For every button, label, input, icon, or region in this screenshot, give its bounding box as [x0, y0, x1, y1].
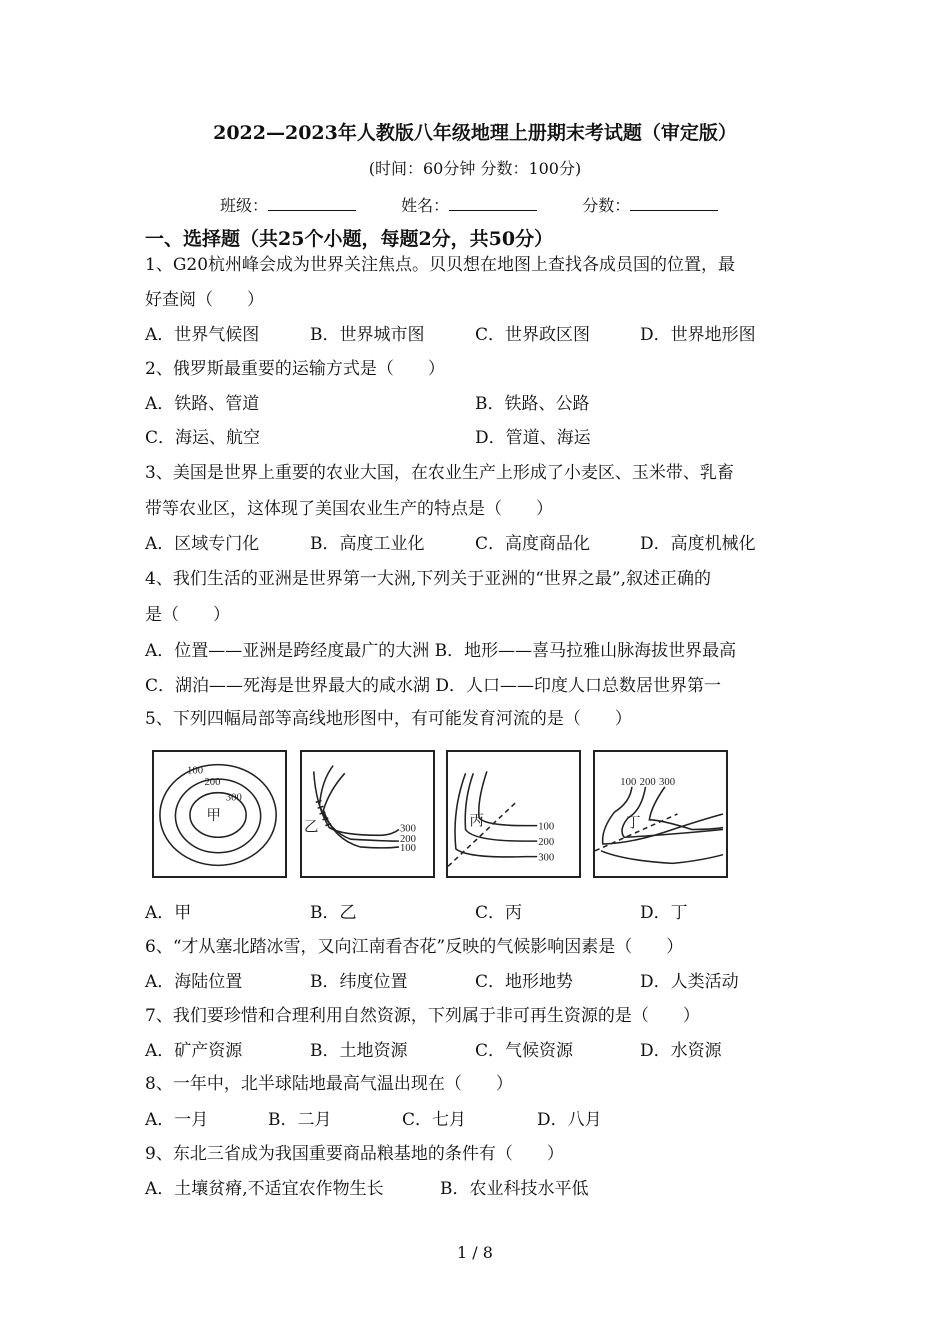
contour-label: 200	[399, 834, 416, 846]
option: C．地形地势	[475, 972, 574, 992]
option: B．高度工业化	[310, 534, 425, 554]
exam-subtitle: (时间：60分钟 分数：100分)	[368, 159, 582, 178]
option: B．铁路、公路	[475, 394, 590, 414]
name-label: 姓名：	[401, 196, 450, 215]
option: A．海陆位置	[145, 972, 243, 992]
question-6-stem: 6、“才从塞北踏冰雪，又向江南看杏花”反映的气候影响因素是（ ）	[145, 937, 684, 957]
class-field[interactable]	[268, 194, 356, 211]
name-field[interactable]	[449, 194, 537, 211]
question-1-stem: 好查阅（ ）	[145, 290, 264, 310]
map-label: 乙	[304, 819, 319, 836]
contour-label: 200	[538, 837, 555, 848]
option: D．丁	[640, 903, 688, 923]
option: C．高度商品化	[475, 534, 591, 554]
option: B．农业科技水平低	[440, 1179, 589, 1199]
contour-label: 300	[225, 792, 242, 804]
question-1-stem: 1、G20杭州峰会成为世界关注焦点。贝贝想在地图上查找各成员国的位置，最	[145, 255, 736, 275]
option: A．矿产资源	[145, 1041, 243, 1061]
question-3-stem: 带等农业区，这体现了美国农业生产的特点是（ ）	[145, 499, 553, 519]
contour-map-ding	[593, 750, 728, 878]
contour-label: 300	[538, 852, 555, 864]
option: B．土地资源	[310, 1041, 408, 1061]
option: A．铁路、管道	[145, 394, 260, 414]
map-label: 丁	[626, 815, 641, 832]
option: C．七月	[402, 1110, 467, 1130]
option: A．甲	[145, 903, 192, 923]
question-2-stem: 2、俄罗斯最重要的运输方式是（ ）	[145, 359, 445, 379]
option: C．世界政区图	[475, 325, 591, 345]
contour-map-bing	[446, 750, 581, 878]
question-4-stem: 4、我们生活的亚洲是世界第一大洲,下列关于亚洲的“世界之最”,叙述正确的	[145, 569, 712, 589]
page-title: 2022—2023年人教版八年级地理上册期末考试题（审定版）	[213, 122, 737, 144]
option: A．区域专门化	[145, 534, 260, 554]
option: A．土壤贫瘠,不适宜农作物生长	[145, 1179, 384, 1199]
contour-map-jia	[152, 750, 287, 878]
question-8-stem: 8、一年中，北半球陆地最高气温出现在（ ）	[145, 1074, 513, 1094]
contour-label: 100	[538, 821, 555, 833]
question-7-stem: 7、我们要珍惜和合理利用自然资源，下列属于非可再生资源的是（ ）	[145, 1006, 700, 1026]
question-9-stem: 9、东北三省成为我国重要商品粮基地的条件有（ ）	[145, 1144, 564, 1164]
contour-label: 100	[399, 842, 416, 854]
contour-label: 200	[204, 776, 221, 788]
option: C．丙	[475, 903, 523, 923]
question-3-stem: 3、美国是世界上重要的农业大国，在农业生产上形成了小麦区、玉米带、乳畜	[145, 463, 734, 483]
score-field[interactable]	[630, 194, 718, 211]
option: B．二月	[268, 1110, 332, 1130]
section-heading: 一、选择题（共25个小题，每题2分，共50分）	[145, 228, 554, 250]
option: A．世界气候图	[145, 325, 260, 345]
option: C．气候资源	[475, 1041, 574, 1061]
student-info-line	[220, 194, 758, 217]
option: A．位置——亚洲是跨经度最广的大洲 B．地形——喜马拉雅山脉海拔世界最高	[145, 641, 737, 661]
option: A．一月	[145, 1110, 209, 1130]
option: B．世界城市图	[310, 325, 425, 345]
option: D．人类活动	[640, 972, 739, 992]
option: D．高度机械化	[640, 534, 756, 554]
contour-label: 100	[187, 765, 204, 777]
option: B．纬度位置	[310, 972, 408, 992]
option: C．海运、航空	[145, 428, 261, 448]
class-label: 班级：	[220, 196, 269, 215]
contour-map-yi	[300, 750, 435, 878]
option: D．水资源	[640, 1041, 722, 1061]
option: B．乙	[310, 903, 357, 923]
question-4-stem: 是（ ）	[145, 605, 230, 625]
map-label: 甲	[206, 807, 221, 824]
score-label: 分数：	[582, 196, 631, 215]
question-5-stem: 5、下列四幅局部等高线地形图中，有可能发育河流的是（ ）	[145, 709, 632, 729]
option: D．世界地形图	[640, 325, 756, 345]
option: D．八月	[537, 1110, 602, 1130]
page-number: 1 / 8	[457, 1243, 493, 1262]
contour-label: 300	[659, 776, 676, 788]
contour-label: 300	[399, 823, 416, 835]
option: D．管道、海运	[475, 428, 591, 448]
contour-label: 200	[639, 776, 656, 788]
map-label: 丙	[469, 813, 484, 830]
contour-label: 100	[620, 776, 637, 788]
option: C．湖泊——死海是世界最大的咸水湖 D．人口——印度人口总数居世界第一	[145, 676, 722, 696]
